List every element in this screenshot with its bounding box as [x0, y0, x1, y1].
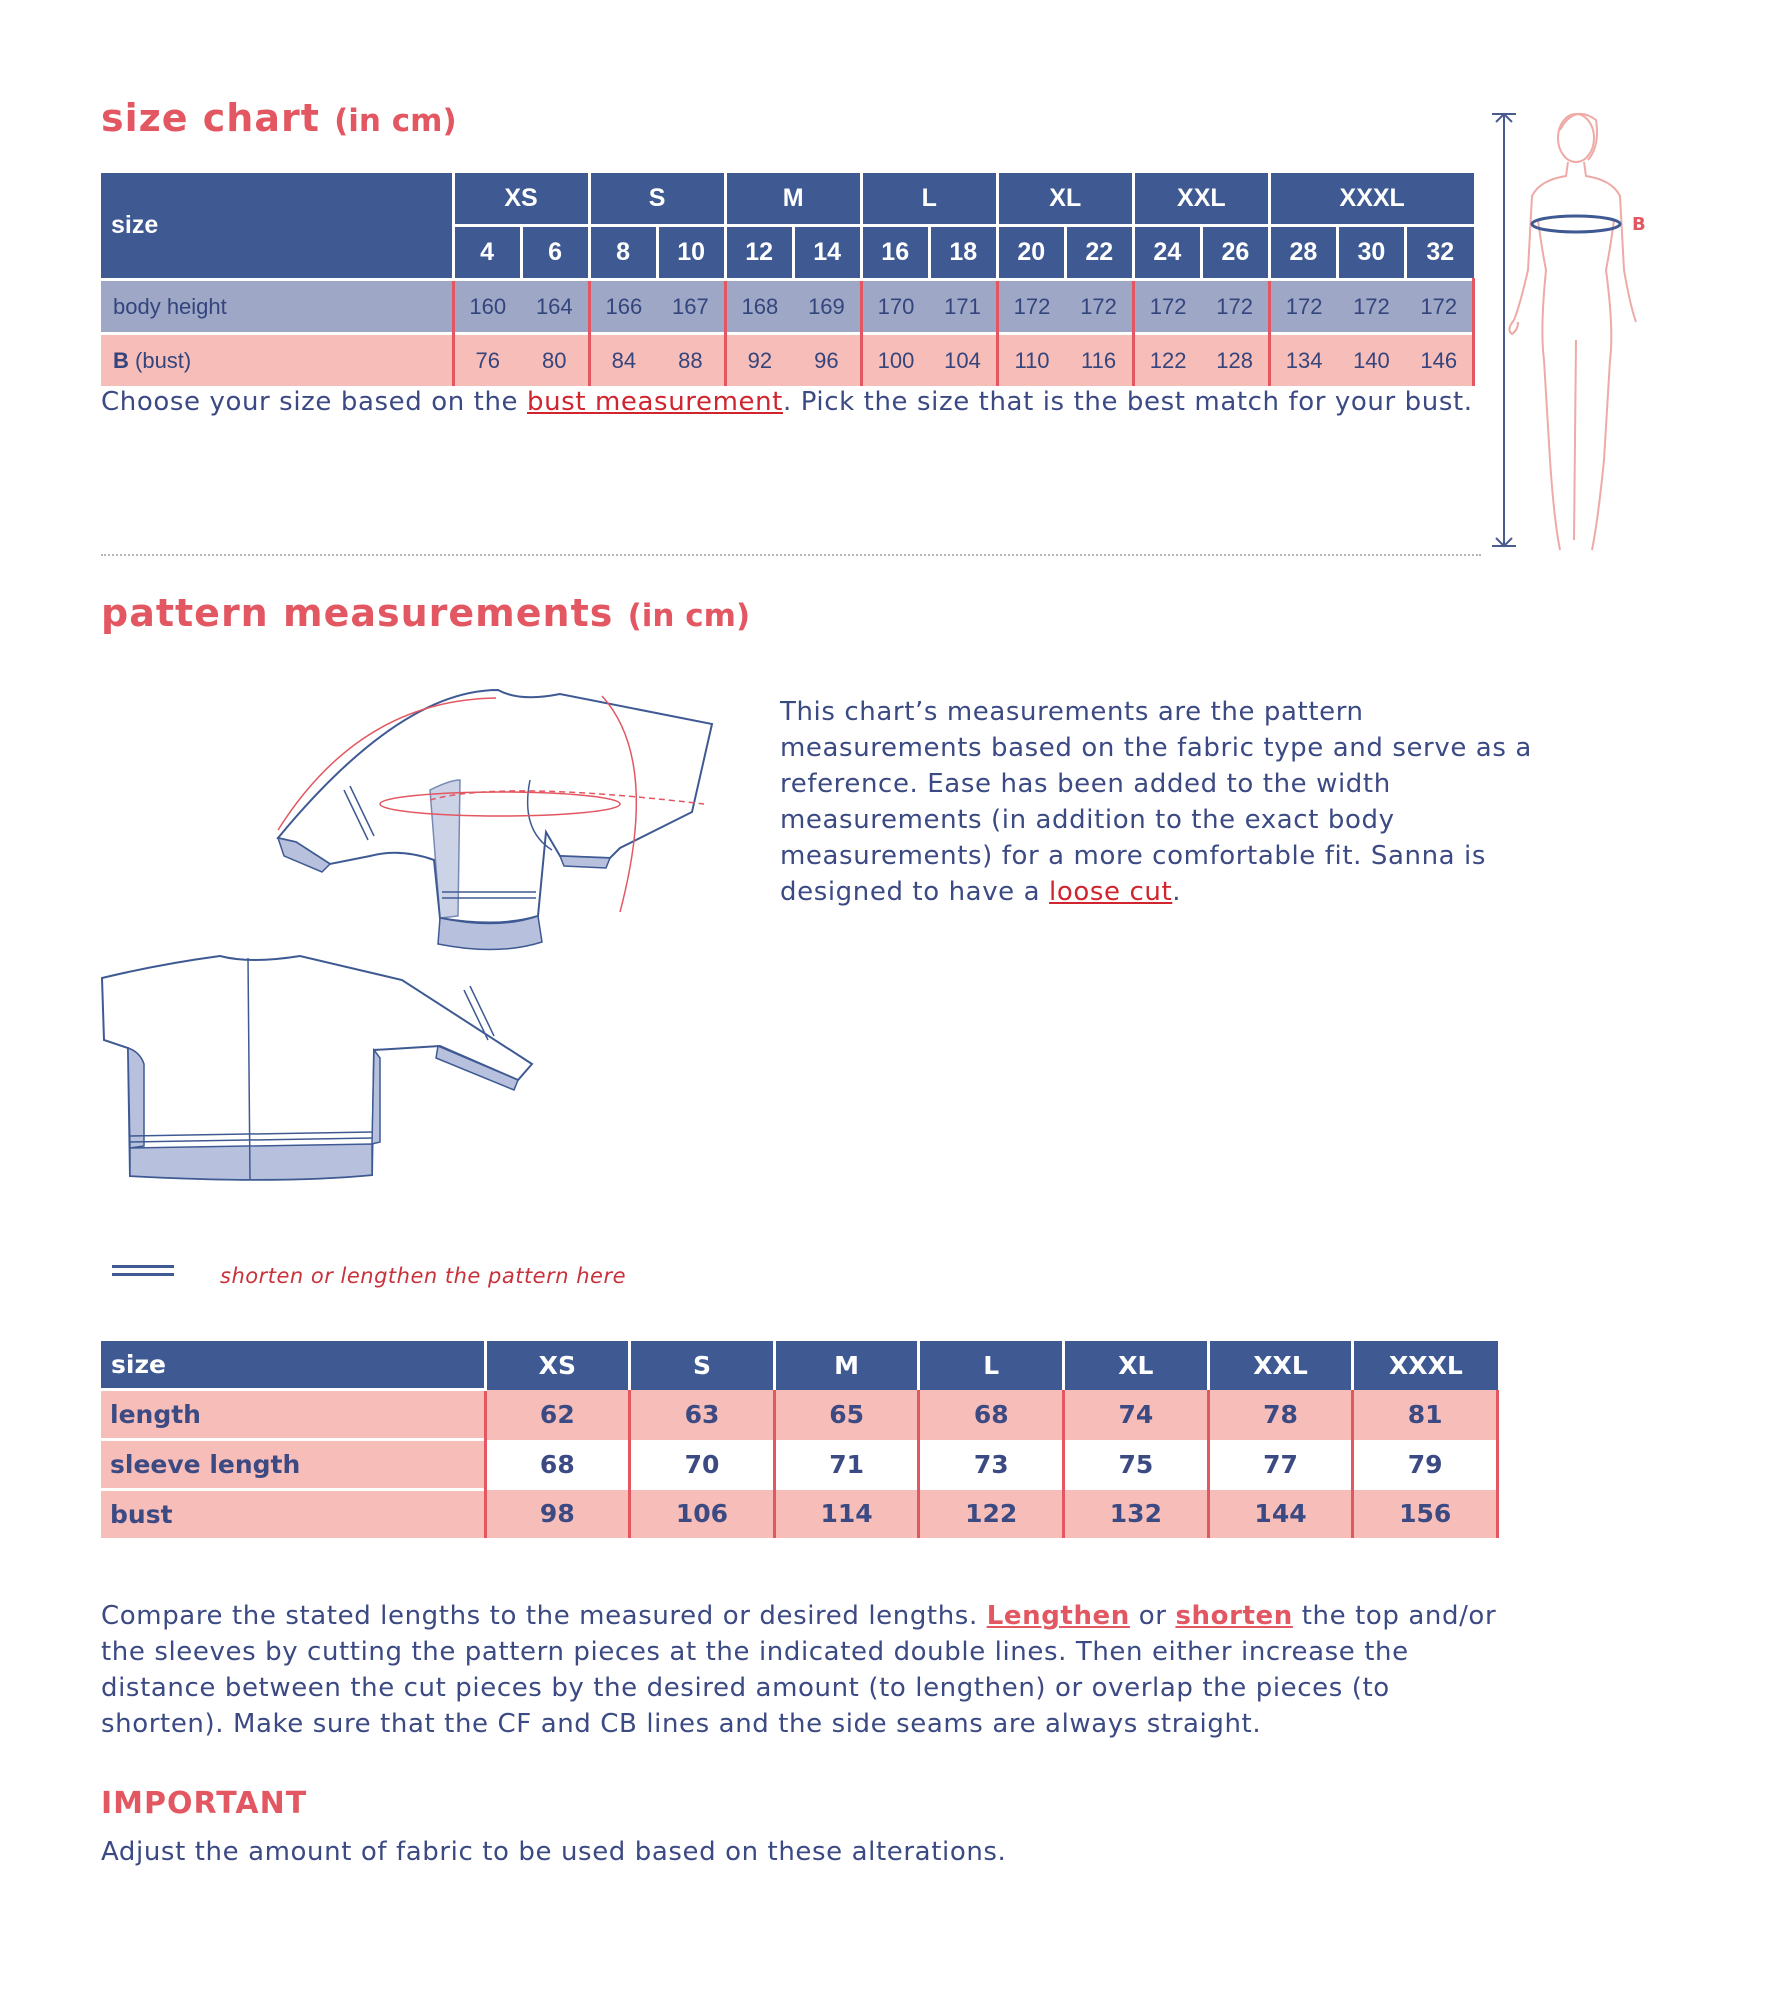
pattern-size-header: XL [1064, 1341, 1209, 1390]
size-group-header: XS [453, 173, 589, 226]
bust-value: 96 [793, 334, 861, 387]
bust-measure-line [1532, 216, 1620, 232]
pattern-title-text: pattern measurements [101, 591, 614, 635]
pattern-table-corner: size [101, 1341, 485, 1390]
sleeve-length-row [101, 1440, 1498, 1490]
pattern-size-header: S [630, 1341, 775, 1390]
sleeve-length-value: 71 [774, 1440, 919, 1490]
size-number: 24 [1133, 226, 1201, 280]
pattern-bust-row [101, 1490, 1498, 1539]
size-group-header: XXXL [1269, 173, 1473, 226]
bust-value: 88 [657, 334, 725, 387]
double-line-icon [112, 1265, 174, 1268]
body-height-value: 172 [1269, 280, 1337, 334]
adjust-text-or: or [1129, 1601, 1176, 1631]
garment-illustration [100, 680, 720, 1210]
size-chart-note-text-end: . Pick the size that is the best match for your bust. [782, 387, 1473, 417]
loose-cut-link[interactable]: loose cut [1049, 877, 1173, 907]
size-chart-note-text: Choose your size based on the [101, 387, 527, 417]
important-text: Adjust the amount of fabric to be used based on these alterations. [101, 1837, 1007, 1867]
sleeve-length-label: sleeve length [101, 1440, 485, 1490]
adjust-text: Compare the stated lengths to the measured or desired lengths. [101, 1601, 987, 1631]
pattern-bust-value: 132 [1064, 1490, 1209, 1539]
section-divider [101, 554, 1481, 556]
body-height-value: 167 [657, 280, 725, 334]
bust-row [101, 334, 1474, 387]
size-number: 20 [997, 226, 1065, 280]
size-group-header: S [589, 173, 725, 226]
size-number: 22 [1065, 226, 1133, 280]
bust-value: 104 [929, 334, 997, 387]
size-chart-corner-label: size [101, 173, 453, 280]
length-value: 78 [1208, 1390, 1353, 1440]
sleeve-length-value: 70 [630, 1440, 775, 1490]
body-height-value: 171 [929, 280, 997, 334]
bust-value: 76 [453, 334, 521, 387]
bust-value: 116 [1065, 334, 1133, 387]
sleeve-length-value: 79 [1353, 1440, 1498, 1490]
body-height-label: body height [101, 280, 453, 334]
size-group-header: XXL [1133, 173, 1269, 226]
bust-value: 92 [725, 334, 793, 387]
size-chart-title-text: size chart [101, 96, 320, 140]
bust-label-rest: (bust) [128, 347, 192, 373]
adjust-text-rest: the top and/or the sleeves by cutting the pattern pieces at the indicated double lines. Then either increase the distance between the cut pieces by the desired amount (to lengthen) or overlap the pieces (to shorten). Make sure that the CF and CB lines and the side seams are always straight. [101, 1601, 1497, 1739]
body-figure-illustration [1480, 100, 1660, 560]
length-value: 81 [1353, 1390, 1498, 1440]
bust-value: 134 [1269, 334, 1337, 387]
pattern-title [101, 591, 750, 635]
pattern-size-header: XS [485, 1341, 630, 1390]
body-height-value: 172 [1133, 280, 1201, 334]
size-group-header: M [725, 173, 861, 226]
pattern-size-header: XXXL [1353, 1341, 1498, 1390]
bust-label [101, 334, 453, 387]
pattern-bust-value: 156 [1353, 1490, 1498, 1539]
size-number: 10 [657, 226, 725, 280]
body-height-value: 172 [997, 280, 1065, 334]
lengthen-link[interactable]: Lengthen [986, 1601, 1130, 1631]
bust-measurement-link[interactable]: bust measurement [527, 387, 783, 417]
length-value: 63 [630, 1390, 775, 1440]
pattern-measurements-table [101, 1341, 1499, 1538]
size-number: 12 [725, 226, 793, 280]
bust-value: 110 [997, 334, 1065, 387]
pattern-bust-value: 98 [485, 1490, 630, 1539]
body-height-value: 170 [861, 280, 929, 334]
size-number: 4 [453, 226, 521, 280]
pattern-bust-value: 144 [1208, 1490, 1353, 1539]
pattern-unit: (in cm) [627, 598, 751, 634]
size-number: 14 [793, 226, 861, 280]
pattern-bust-label: bust [101, 1490, 485, 1539]
body-height-value: 168 [725, 280, 793, 334]
body-height-value: 160 [453, 280, 521, 334]
size-number: 26 [1201, 226, 1269, 280]
length-value: 62 [485, 1390, 630, 1440]
double-line-icon [112, 1273, 174, 1276]
bust-value: 140 [1337, 334, 1405, 387]
body-height-value: 166 [589, 280, 657, 334]
bust-value: 100 [861, 334, 929, 387]
length-value: 65 [774, 1390, 919, 1440]
size-number: 28 [1269, 226, 1337, 280]
figure-bust-label: B [1632, 214, 1646, 235]
adjust-instructions [101, 1598, 1521, 1742]
bust-value: 84 [589, 334, 657, 387]
body-height-value: 172 [1201, 280, 1269, 334]
size-number: 8 [589, 226, 657, 280]
shorten-link[interactable]: shorten [1175, 1601, 1293, 1631]
pattern-size-header: M [774, 1341, 919, 1390]
legend-text: shorten or lengthen the pattern here [220, 1264, 626, 1288]
pattern-size-header: XXL [1208, 1341, 1353, 1390]
sleeve-length-value: 77 [1208, 1440, 1353, 1490]
sleeve-length-value: 68 [485, 1440, 630, 1490]
body-height-value: 172 [1337, 280, 1405, 334]
pattern-description-end: . [1172, 877, 1182, 907]
sleeve-length-value: 75 [1064, 1440, 1209, 1490]
length-value: 74 [1064, 1390, 1209, 1440]
body-height-value: 169 [793, 280, 861, 334]
size-number: 18 [929, 226, 997, 280]
body-height-value: 172 [1405, 280, 1473, 334]
bust-value: 146 [1405, 334, 1473, 387]
length-value: 68 [919, 1390, 1064, 1440]
pattern-bust-value: 122 [919, 1490, 1064, 1539]
size-group-header: XL [997, 173, 1133, 226]
length-row [101, 1390, 1498, 1440]
pattern-description-text: This chart’s measurements are the pattern measurements based on the fabric type and serve as a reference. Ease has been added to the width measurements (in addition to the exact body measurements) for a more comfortable fit. Sanna is designed to have a [780, 697, 1532, 907]
size-number: 16 [861, 226, 929, 280]
bust-value: 122 [1133, 334, 1201, 387]
pattern-description [780, 694, 1560, 910]
body-height-row [101, 280, 1474, 334]
body-height-value: 164 [521, 280, 589, 334]
pattern-bust-value: 114 [774, 1490, 919, 1539]
size-number: 6 [521, 226, 589, 280]
length-label: length [101, 1390, 485, 1440]
important-heading: IMPORTANT [101, 1786, 308, 1821]
size-chart-title [101, 96, 457, 140]
pattern-size-header: L [919, 1341, 1064, 1390]
size-number: 30 [1337, 226, 1405, 280]
pattern-bust-value: 106 [630, 1490, 775, 1539]
size-number: 32 [1405, 226, 1473, 280]
size-chart-note [101, 384, 1501, 420]
bust-value: 128 [1201, 334, 1269, 387]
body-height-value: 172 [1065, 280, 1133, 334]
size-chart-unit: (in cm) [334, 103, 457, 139]
bust-value: 80 [521, 334, 589, 387]
size-group-header: L [861, 173, 997, 226]
sleeve-length-value: 73 [919, 1440, 1064, 1490]
size-chart-table [101, 173, 1475, 386]
bust-label-letter: B [113, 347, 129, 373]
